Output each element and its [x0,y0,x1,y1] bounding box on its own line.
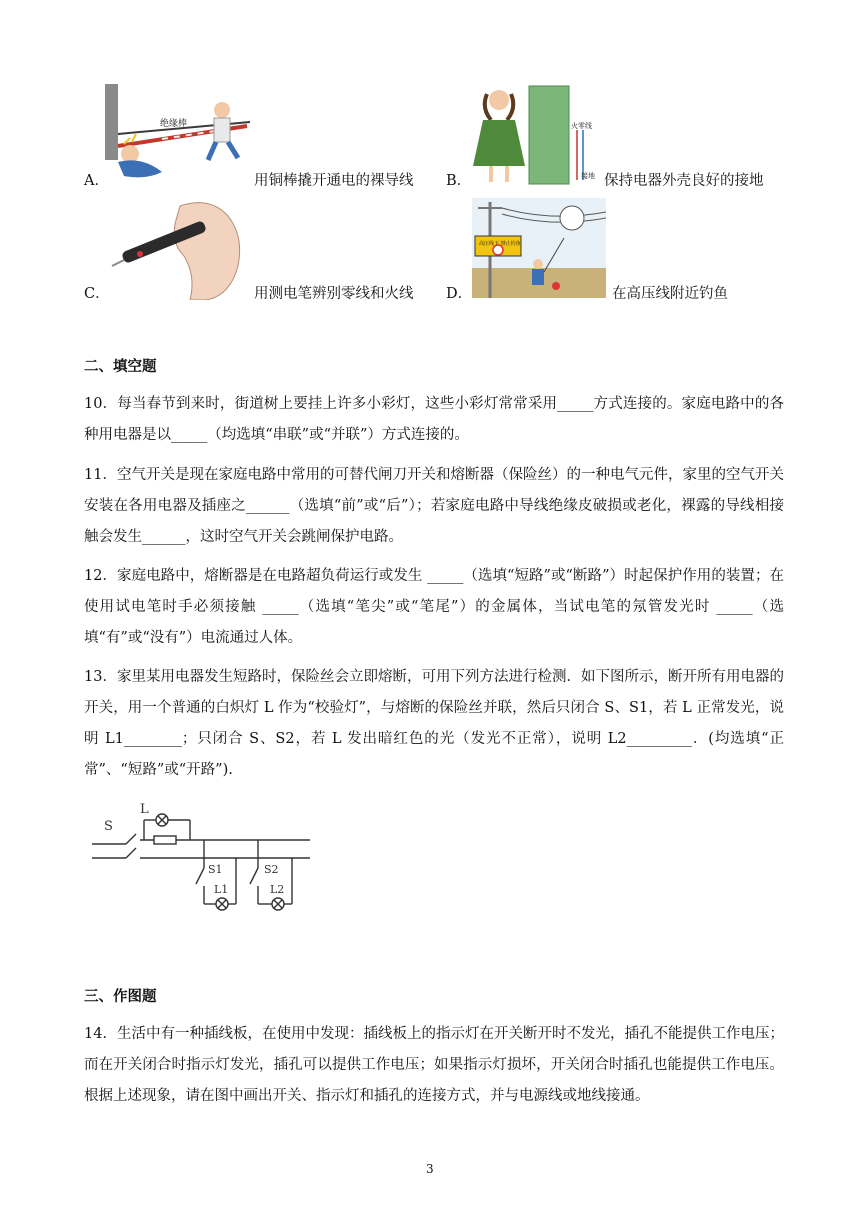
question-number: 10． [84,396,118,412]
question-text: 家里某用电器发生短路时，保险丝会立即熔断，可用下列方法进行检测．如下图所示，断开所有用电器的开关，用一个普通的白炽灯 L 作为“校验灯”，与熔断的保险丝并联，然后只闭合 S、S1，若 L 正常发光，说明 L1________；只闭合 S、S2，若 L 发出暗红色的光（发光不正常），说明 L2_________．(均选填“正常”、“短路”或“开路”). [84,669,784,778]
question-12 [84,561,784,654]
question-number: 14． [84,1026,117,1042]
option-a-text: 用铜棒撬开通电的裸导线 [254,173,414,189]
switch-s1-label: S1 [208,863,223,876]
section-heading-fill-blank: 二、填空题 [84,358,157,375]
switch-s2-label: S2 [264,863,279,876]
lamp-l-label: L [140,802,149,817]
question-11 [84,460,784,553]
option-d-text: 在高压线附近钓鱼 [612,286,728,302]
option-c-image [110,196,250,300]
warning-sign-text: 高压线下 禁止钓鱼 [479,241,521,247]
lamp-l2-label: L2 [270,883,285,896]
option-b-letter: B． [446,173,472,189]
question-text: 生活中有一种插线板，在使用中发现：插线板上的指示灯在开关断开时不发光，插孔不能提供工作电压；而在开关闭合时指示灯发光，插孔可以提供工作电压；如果指示灯损坏，开关闭合时插孔也能提供工作电压。根据上述现象，请在图中画出开关、指示灯和插孔的连接方式，并与电源线或地线接通。 [84,1026,784,1104]
lamp-l1-label: L1 [214,883,229,896]
option-a-image [102,84,252,192]
question-13 [84,662,784,786]
question-number: 12． [84,568,118,584]
question-number: 13． [84,669,117,685]
option-d-letter: D． [446,286,473,302]
switch-s-label: S [104,819,113,834]
question-number: 11． [84,467,117,483]
question-text: 每当春节到来时，街道树上要挂上许多小彩灯，这些小彩灯常常采用_____方式连接的。家庭电路中的各种用电器是以_____（均选填“串联”或“并联”）方式连接的。 [84,396,784,443]
option-b-image [473,84,601,190]
question-text: 空气开关是现在家庭电路中常用的可替代闸刀开关和熔断器（保险丝）的一种电气元件，家里的空气开关安装在各用电器及插座之______（选填“前”或“后”）；若家庭电路中导线绝缘皮破损或老化，裸露的导线相接触会发生______，这时空气开关会跳闸保护电路。 [84,467,784,545]
question-10 [84,389,784,451]
ground-label: 接地 [581,172,595,180]
option-c-letter: C． [84,286,110,302]
option-d-image [472,198,606,298]
option-c-text: 用测电笔辨别零线和火线 [254,286,414,302]
live-neutral-label: 火零线 [571,122,592,130]
question-text: 家庭电路中，熔断器是在电路超负荷运行或发生 _____（选填“短路”或“断路”）时起保护作用的装置；在使用试电笔时手必须接触 _____（选填“笔尖”或“笔尾”）的金属体，当试电笔的氖管发光时 _____（选填“有”或“没有”）电流通过人体。 [84,568,785,646]
question-14 [84,1019,784,1112]
circuit-diagram [86,800,316,916]
page-number: 3 [426,1162,434,1176]
section-heading-drawing: 三、作图题 [84,988,157,1005]
option-a-letter: A． [84,173,109,189]
option-b-text: 保持电器外壳良好的接地 [604,173,764,189]
insulating-rod-label: 绝缘棒 [160,119,188,129]
